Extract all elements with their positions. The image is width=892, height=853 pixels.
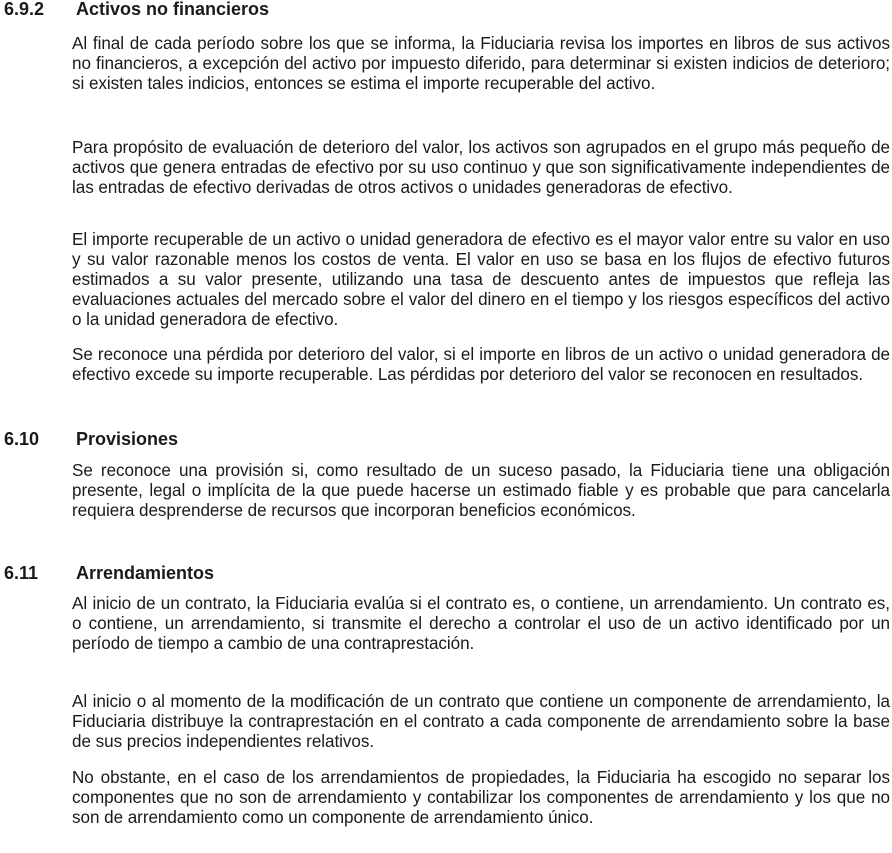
section-6-10 — [4, 428, 178, 452]
paragraph: Para propósito de evaluación de deterioro del valor, los activos son agrupados en el grupo más pequeño de activos que genera entradas de efectivo por su uso continuo y que son significativamente independientes de las entradas de efectivo derivadas de otros activos o unidades generadoras de efectivo. — [72, 138, 890, 197]
paragraph: Al final de cada período sobre los que se informa, la Fiduciaria revisa los importes en libros de sus activos no financieros, a excepción del activo por impuesto diferido, para determinar si existen indicios de deterioro; si existen tales indicios, entonces se estima el importe recuperable del activo. — [72, 34, 890, 93]
section-title: Arrendamientos — [76, 563, 215, 583]
paragraph: Al inicio de un contrato, la Fiduciaria evalúa si el contrato es, o contiene, un arrendamiento. Un contrato es, o contiene, un arrendamiento, si transmite el derecho a controlar el uso de un activo identificado por un período de tiempo a cambio de una contraprestación. — [72, 594, 890, 653]
paragraph: No obstante, en el caso de los arrendamientos de propiedades, la Fiduciaria ha escogido no separar los componentes que no son de arrendamiento y contabilizar los componentes de arrendamiento y los que no son de arrendamiento como un componente de arrendamiento único. — [72, 768, 890, 827]
paragraph: El importe recuperable de un activo o unidad generadora de efectivo es el mayor valor entre su valor en uso y su valor razonable menos los costos de venta. El valor en uso se basa en los flujos de efectivo futuros estimados a su valor presente, utilizando una tasa de descuento antes de impuestos que refleja las evaluaciones actuales del mercado sobre el valor del dinero en el tiempo y los riesgos específicos del activo o la unidad generadora de efectivo. — [72, 230, 890, 329]
section-heading — [4, 0, 269, 22]
section-6-9-2 — [4, 0, 269, 22]
section-title: Provisiones — [76, 429, 179, 449]
section-number: 6.9.2 — [4, 0, 45, 19]
section-number: 6.11 — [4, 563, 39, 583]
paragraph: Se reconoce una pérdida por deterioro del valor, si el importe en libros de un activo o unidad generadora de efectivo excede su importe recuperable. Las pérdidas por deterioro del valor se reconocen en resultados. — [72, 345, 890, 384]
section-title: Activos no financieros — [76, 0, 270, 19]
section-6-11 — [4, 562, 214, 586]
section-number: 6.10 — [4, 429, 40, 449]
paragraph: Se reconoce una provisión si, como resultado de un suceso pasado, la Fiduciaria tiene una obligación presente, legal o implícita de la que puede hacerse un estimado fiable y es probable que para cancelarla requiera desprenderse de recursos que incorporan beneficios económicos. — [72, 461, 890, 520]
section-heading — [4, 428, 178, 452]
paragraph: Al inicio o al momento de la modificación de un contrato que contiene un componente de arrendamiento, la Fiduciaria distribuye la contraprestación en el contrato a cada componente de arrendamiento sobre la base de sus precios independientes relativos. — [72, 692, 890, 751]
section-heading — [4, 562, 214, 586]
